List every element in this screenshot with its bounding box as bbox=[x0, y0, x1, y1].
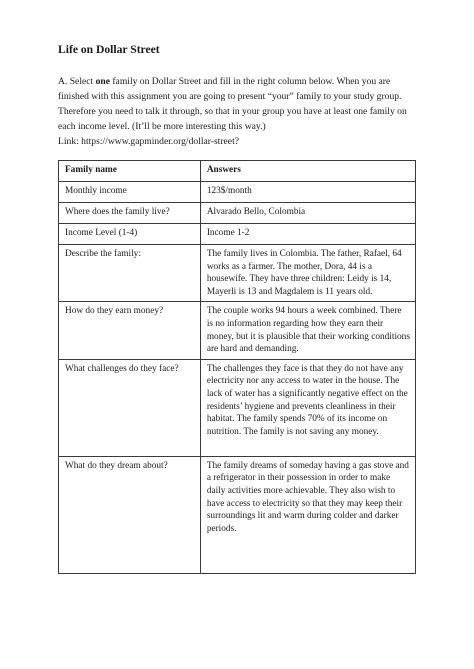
table-row bbox=[59, 359, 416, 456]
table-row bbox=[59, 456, 416, 573]
instructions-body: family on Dollar Street and fill in the right column below. When you are finished with this assignment you are going to present “your” family to your study group. Therefore you need to talk it through, so that in your group you have at least one family on each income level. (It’ll be more interesting this way.) bbox=[58, 76, 407, 132]
table-header-row bbox=[59, 161, 416, 182]
answer-cell: Income 1-2 bbox=[200, 224, 415, 245]
question-cell: Where does the family live? bbox=[59, 203, 201, 224]
question-cell: Describe the family: bbox=[59, 245, 201, 302]
answer-cell: 123$/month bbox=[200, 182, 415, 203]
question-cell: Income Level (1-4) bbox=[59, 224, 201, 245]
instructions bbox=[58, 74, 418, 149]
table-row bbox=[59, 245, 416, 302]
table-row bbox=[59, 182, 416, 203]
table-row bbox=[59, 203, 416, 224]
question-cell: How do they earn money? bbox=[59, 302, 201, 359]
instructions-prefix: A. Select bbox=[58, 76, 96, 87]
question-cell: Monthly income bbox=[59, 182, 201, 203]
page-title: Life on Dollar Street bbox=[58, 43, 160, 56]
header-family-name: Family name bbox=[59, 161, 201, 182]
header-answers: Answers bbox=[200, 161, 415, 182]
table-row bbox=[59, 224, 416, 245]
link-line: Link: https://www.gapminder.org/dollar-street? bbox=[58, 136, 239, 147]
answer-cell: The family lives in Colombia. The father, Rafael, 64 works as a farmer. The mother, Dora, 44 is a housewife. They have three children: Leidy is 14, Mayerli is 13 and Magdalem is 11 years old. bbox=[200, 245, 415, 302]
instructions-emphasis: one bbox=[95, 76, 110, 87]
family-table bbox=[58, 160, 416, 574]
question-cell: What do they dream about? bbox=[59, 456, 201, 573]
answer-cell: Alvarado Bello, Colombia bbox=[200, 203, 415, 224]
table-row bbox=[59, 302, 416, 359]
instructions-paragraph bbox=[58, 74, 418, 134]
answer-cell: The challenges they face is that they do not have any electricity nor any access to water in the house. The lack of water has a significantly negative effect on the residents’ hygiene and prevents cleanliness in their habitat. The family spends 70% of its income on nutrition. The family is not saving any money. bbox=[200, 359, 415, 456]
answer-cell: The couple works 94 hours a week combined. There is no information regarding how they earn their money, but it is plausible that their working conditions are hard and demanding. bbox=[200, 302, 415, 359]
question-cell: What challenges do they face? bbox=[59, 359, 201, 456]
document-page bbox=[58, 42, 418, 149]
answer-cell: The family dreams of someday having a gas stove and a refrigerator in their possession in order to make daily activities more achievable. They also wish to have access to electricity so that they may keep their surroundings lit and warm during colder and darker periods. bbox=[200, 456, 415, 573]
